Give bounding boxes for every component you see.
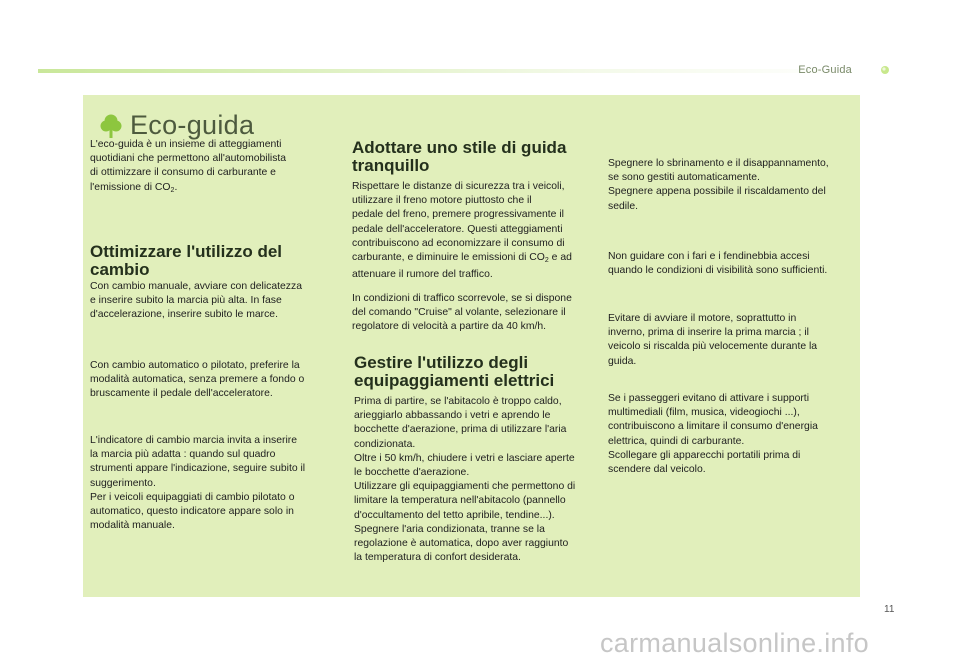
header-stripe [38,69,868,73]
page-title-row [100,110,254,141]
style-paragraph-2: In condizioni di traffico scorrevole, se si dispone del comando "Cruise" al volante, selezionare il regolatore di velocità a partire da 40 km/h. [352,293,572,333]
watermark: carmanualsonline.info [600,628,869,658]
page-number: 11 [884,604,895,615]
intro-text: L'eco-guida è un insieme di atteggiamenti quotidiani che permettono all'automobilista di ottimizzare il consumo di carburante e l'emissione di CO [90,139,287,193]
gear-paragraph-1: Con cambio manuale, avviare con delicatezza e inserire subito la marcia più alta. In fase d'accelerazione, inserire subito le marce. [90,281,302,321]
page-title: Eco-guida [130,110,255,140]
heading-electric: Gestire l'utilizzo degli equipaggiamenti elettrici [354,353,555,390]
intro-subscript: 2 [170,186,175,194]
electric-paragraph-1: Prima di partire, se l'abitacolo è troppo caldo, arieggiarlo abbassando i vetri e aprendo le bocchette d'aerazione, prima di utilizzare l'aria condizionata. Oltre i 50 km/h, chiudere i vetri e lasciare aperte le bocchette d'aerazione. Utilizzare gli equipaggiamenti che permettono di limitare la temperatura nell'abitacolo (pannello d'occultamento del tetto apribile, tendine...). Spegnere l'aria condizionata, tranne se la regolazione è automatica, dopo aver raggiunto la temperatura di confort desiderata. [354,396,576,564]
section-header: Eco-Guida [798,64,852,76]
right-paragraph-4: Se i passeggeri evitano di attivare i supporti multimediali (film, musica, videogiochi ...), contribuiscono a limitare il consumo d'energia elettrica, quindi di carburante. Scollegare gli apparecchi portatili prima di scendere dal veicolo. [608,393,818,476]
style-text-a: Rispettare le distanze di sicurezza tra i veicoli, utilizzare il freno motore piuttosto che il pedale del freno, premere progressivamente il pedale dell'acceleratore. Questi atteggiamenti contribuiscono ad economizzare il consumo di carburante, e diminuire le emissioni di CO [352,181,565,264]
intro-end: . [174,181,178,193]
style-text-b: e ad attenuare il rumore del traffico. [352,252,572,281]
right-paragraph-2: Non guidare con i fari e i fendinebbia accesi quando le condizioni di visibilità sono sufficienti. [608,251,828,277]
heading-gear: Ottimizzare l'utilizzo del cambio [90,242,283,279]
green-dot-icon [880,65,890,75]
right-paragraph-3: Evitare di avviare il motore, soprattutto in inverno, prima di inserire la prima marcia ; il veicolo si riscalda più velocemente durante la guida. [608,313,818,367]
style-subscript: 2 [544,257,549,265]
right-paragraph-1: Spegnere lo sbrinamento e il disappannamento, se sono gestiti automaticamente. Spegnere appena possibile il riscaldamento del sedile. [608,158,829,212]
style-paragraph-1 [352,180,602,282]
gear-paragraph-2: Con cambio automatico o pilotato, preferire la modalità automatica, senza premere a fondo o bruscamente il pedale dell'acceleratore. [90,360,305,400]
intro-paragraph [90,138,330,198]
tree-icon [100,113,122,139]
heading-style: Adottare uno stile di guida tranquillo [352,138,567,175]
gear-paragraph-3: L'indicatore di cambio marcia invita a inserire la marcia più adatta : quando sul quadro strumenti appare l'indicazione, seguire subito il suggerimento. Per i veicoli equipaggiati di cambio pilotato o automatico, questo indicatore appare solo in modalità manuale. [90,435,306,532]
